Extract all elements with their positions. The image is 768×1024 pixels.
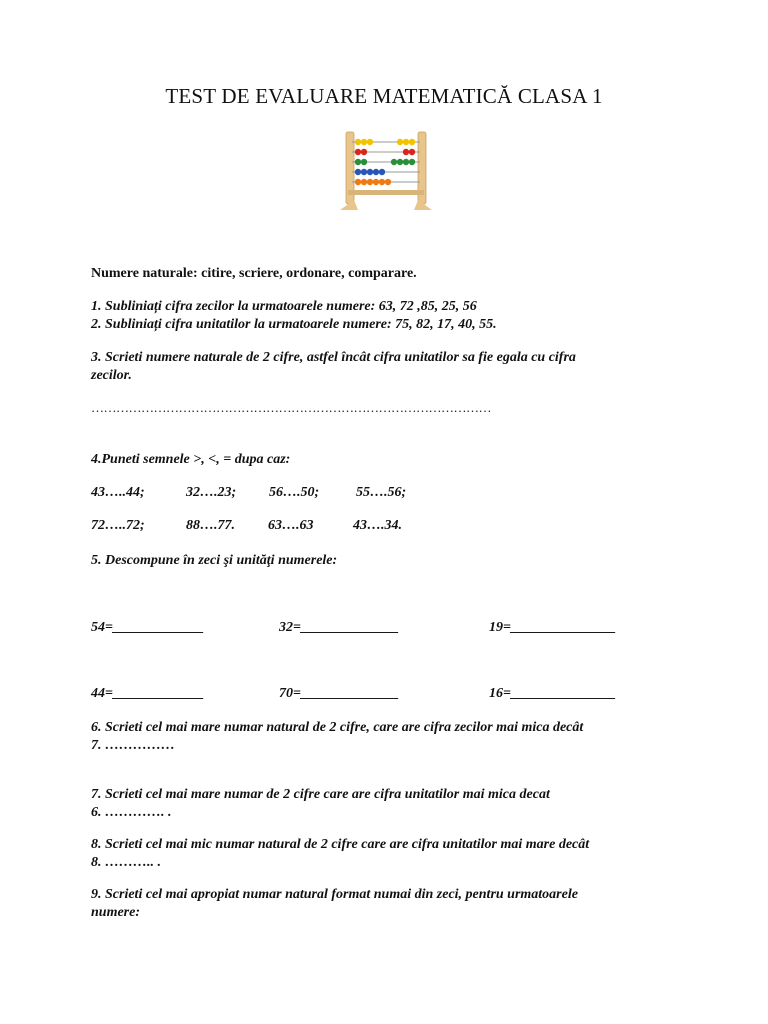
question-2: 2. Subliniați cifra unitatilor la urmatoarele numere: 75, 82, 17, 40, 55. [91, 317, 497, 332]
question-8-line-1: 8. Scrieti cel mai mic numar natural de 2 cifre care are cifra unitatilor mai mare decât [91, 837, 590, 852]
compare-item: 63….63 [268, 518, 314, 533]
question-3-line-2: zecilor. [91, 368, 132, 383]
compare-item: 88….77. [186, 518, 235, 533]
question-3-line-1: 3. Scrieti numere naturale de 2 cifre, astfel încât cifra unitatilor sa fie egala cu cifra [91, 350, 576, 365]
page-title: TEST DE EVALUARE MATEMATICĂ CLASA 1 [165, 84, 603, 108]
section-subtitle: Numere naturale: citire, scriere, ordonare, comparare. [91, 266, 417, 281]
question-3 [91, 349, 651, 385]
compare-item: 55….56; [356, 485, 407, 500]
question-9-line-1: 9. Scrieti cel mai apropiat numar natural format numai din zeci, pentru urmatoarele [91, 887, 578, 902]
decompose-item: 44=_____________ [91, 686, 204, 701]
question-7 [91, 786, 651, 822]
decompose-item: 19=_______________ [489, 620, 616, 635]
compare-item: 43…..44; [91, 485, 145, 500]
question-6-line-2: 7. …………… [91, 738, 175, 753]
compare-item: 72…..72; [91, 518, 145, 533]
question-4: 4.Puneti semnele >, <, = dupa caz: [91, 452, 291, 467]
question-9 [91, 886, 651, 922]
decompose-item: 16=_______________ [489, 686, 616, 701]
abacus-icon [338, 128, 434, 212]
answer-dots-line: …………………………………………………………………………………… [91, 400, 491, 415]
compare-item: 43….34. [353, 518, 402, 533]
question-1: 1. Subliniați cifra zecilor la urmatoarele numere: 63, 72 ,85, 25, 56 [91, 299, 477, 314]
decompose-item: 32=______________ [279, 620, 399, 635]
question-7-line-2: 6. …………. . [91, 805, 172, 820]
question-8 [91, 836, 651, 872]
compare-item: 56….50; [269, 485, 320, 500]
compare-item: 32….23; [186, 485, 237, 500]
question-8-line-2: 8. ……….. . [91, 855, 161, 870]
question-9-line-2: numere: [91, 905, 140, 920]
question-6 [91, 719, 651, 755]
decompose-item: 70=______________ [279, 686, 399, 701]
question-7-line-1: 7. Scrieti cel mai mare numar de 2 cifre care are cifra unitatilor mai mica decat [91, 787, 550, 802]
question-5: 5. Descompune în zeci şi unităţi numerele: [91, 553, 338, 568]
decompose-item: 54=_____________ [91, 620, 204, 635]
question-6-line-1: 6. Scrieti cel mai mare numar natural de 2 cifre, care are cifra zecilor mai mica decât [91, 720, 584, 735]
